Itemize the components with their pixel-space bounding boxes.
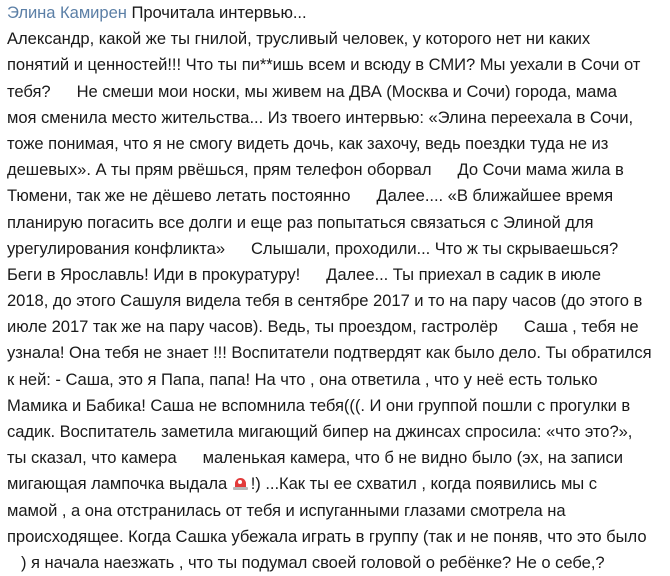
author-name[interactable]: Элина Камирен bbox=[7, 3, 127, 22]
post-line: садик. Воспитатель заметила мигающий бипер на джинсах спросила: «что это?», bbox=[7, 422, 633, 441]
post-line bbox=[7, 236, 667, 262]
police-siren-icon bbox=[232, 475, 249, 490]
post-line: Александр, какой же ты гнилой, трусливый человек, у которого нет ни каких bbox=[7, 29, 591, 49]
post-text: ты сказал, что камера bbox=[7, 448, 177, 468]
post-text: Не смеши мои носки, мы живем на ДВА (Москва и Сочи) города, мама bbox=[76, 81, 617, 101]
post-line bbox=[7, 471, 667, 497]
post-line bbox=[7, 79, 667, 105]
post-line bbox=[7, 445, 667, 471]
post-line: моя сменила место жительства... Из твоего интервью: «Элина переехала в Сочи, bbox=[7, 107, 634, 127]
post-line: к ней: - Саша, это я Папа, папа! На что , она ответила , что у неё есть только bbox=[7, 369, 598, 389]
post-text: тебя? bbox=[7, 81, 51, 101]
post-line bbox=[7, 183, 667, 209]
post-text: маленькая камера, что б не видно было (эх, на записи bbox=[202, 448, 623, 468]
post-text: ) я начала наезжать , что ты подумал своей головой о ребёнке? Не о себе,? bbox=[21, 552, 605, 572]
post-text: Тюмени, так же не дёшево летать постоянно bbox=[7, 186, 351, 206]
post-text: !) ...Как ты ее схватил , когда появились мы с bbox=[250, 474, 597, 494]
post-line: происходящее. Когда Сашка убежала играть в группу (так и не поняв, что это было bbox=[7, 526, 647, 546]
post-text: Далее.... «В ближайшее время bbox=[376, 186, 614, 206]
post-text: Слышали, проходили... Что ж ты скрываешься? bbox=[251, 238, 619, 258]
post-body bbox=[7, 0, 667, 576]
post-text: мигающая лампочка выдала bbox=[7, 474, 228, 494]
post-line: понятий и ценностей!!! Что ты пи**ишь всем и всюду в СМИ? Мы уехали в Сочи от bbox=[7, 55, 641, 75]
post-line bbox=[7, 314, 667, 340]
post-line: мамой , а она отстранилась от тебя и испуганными глазами смотрела на bbox=[7, 500, 566, 520]
post-text: Саша , тебя не bbox=[523, 317, 639, 337]
post-line: Мамика и Бабика! Саша не вспомнила тебя(((. И они группой пошли с прогулки в bbox=[7, 395, 631, 415]
post-line bbox=[7, 0, 667, 26]
post-line: планирую погасить все долги и еще раз попытаться связаться с Элиной для bbox=[7, 212, 594, 232]
post-text: До Сочи мама жила в bbox=[457, 160, 624, 180]
post-line bbox=[7, 262, 667, 288]
post-text: урегулирования конфликта» bbox=[7, 238, 225, 258]
post-line: тоже понимая, что я не смогу видеть дочь, как захочу, ведь поездки туда не из bbox=[7, 133, 609, 153]
post-text: Далее... Ты приехал в садик в июле bbox=[326, 264, 601, 284]
post-text: дешевых». А ты прям рвёшься, прям телефон оборвал bbox=[7, 160, 432, 180]
post-line bbox=[7, 550, 667, 576]
post-line: 2018, до этого Сашуля видела тебя в сентябре 2017 и то на пару часов (до этого в bbox=[7, 291, 643, 311]
post-text: июле 2017 так же на пару часов). Ведь, ты проездом, гастролёр bbox=[7, 317, 498, 337]
post-headline: Прочитала интервью... bbox=[131, 3, 307, 22]
post-line: узнала! Она тебя не знает !!! Воспитатели подтвердят как было дело. Ты обратился bbox=[7, 343, 652, 363]
post-line bbox=[7, 157, 667, 183]
post-text: Беги в Ярославль! Иди в прокуратуру! bbox=[7, 264, 301, 284]
